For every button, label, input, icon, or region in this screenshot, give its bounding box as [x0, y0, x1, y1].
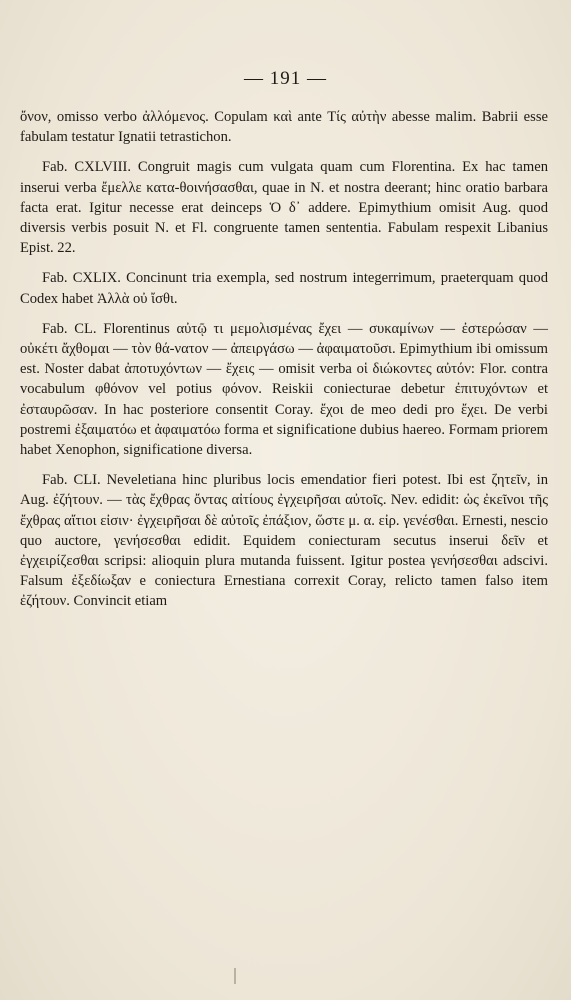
page-body: [20, 107, 548, 622]
paragraph-fab-151: Fab. CLI. Neveletiana hinc pluribus locis emendatior fieri potest. Ibi est ζητεῖν, in Aug. ἐζήτουν. — τὰς ἔχθρας ὄντας αἰτίους ἐγχειρῆσαι αὐτοῖς. Nev. edidit: ὡς ἐκεῖνοι τῆς ἔχθρας αἴτιοι εἰσιν· ἐγχειρῆσαι δὲ αὐτοῖς ἐπάξιον, ὥστε μ. α. εἰρ. γενέσθαι. Ernesti, nescio quo auctore, γενήσεσθαι edidit. Equidem coniecturam secutus inserui δεῖν et ἐγχειρίζεσθαι scripsi: alioquin plura mutanda fuissent. Igitur postea γενήσεσθαι adscivi. Falsum ἐξεδίωξαν e coniectura Ernestiana correxit Coray, relicto tamen falso item ἐζήτουν. Convincit etiam: [20, 472, 548, 610]
paragraph-fab-148: Fab. CXLVIII. Congruit magis cum vulgata quam cum Florentina. Ex hac tamen inserui verba ἔμελλε κατα-θοινήσασθαι, quae in N. et nostra deerant; hinc oratio barbara facta erat. Igitur necesse erat deinceps Ὁ δ᾽ addere. Epimythium omisit Aug. quod diversis verbis posuit N. et Fl. congruente tamen sententia. Fabulam respexit Libanius Epist. 22.: [20, 159, 548, 257]
paragraph-fab-150: Fab. CL. Florentinus αὐτῷ τι μεμολισμένας ἔχει — συκαμίνων — ἐστερώσαν — οὐκέτι ἄχθομαι — τὸν θά-νατον — ἀπειργάσω — ἀφαιματοῦσι. Epimythium ibi omissum est. Noster dabat ἀποτυχόντων — ἔχεις — omisit verba οἱ διώκοντες αὐτόν: Flor. contra vocabulum φθόνον vel potius φόνον. Reiskii coniecturae debetur ἐπιτυχόντων et ἐσταυρῶσαν. In hac posteriore consentit Coray. ἔχοι de meo dedi pro ἔχει. De verbi postremi ἐξαιματόω et ἀφαιματόω forma et significatione dubius haereo. Formam priorem habet Xenophon, significatione diversa.: [20, 320, 548, 459]
paragraph-fab-149: Fab. CXLIX. Concinunt tria exempla, sed nostrum integerrimum, praeterquam quod Codex habet Ἀλλὰ οὐ ἴσθι.: [20, 270, 548, 307]
page-mark: [234, 968, 236, 984]
paragraph-1: ὄνον, omisso verbo ἀλλόμενος. Copulam καὶ ante Τίς αὐτὴν abesse malim. Babrii esse fabulam testatur Ignatii tetrastichon.: [20, 109, 548, 146]
page-number-header: — 191 —: [244, 68, 327, 89]
